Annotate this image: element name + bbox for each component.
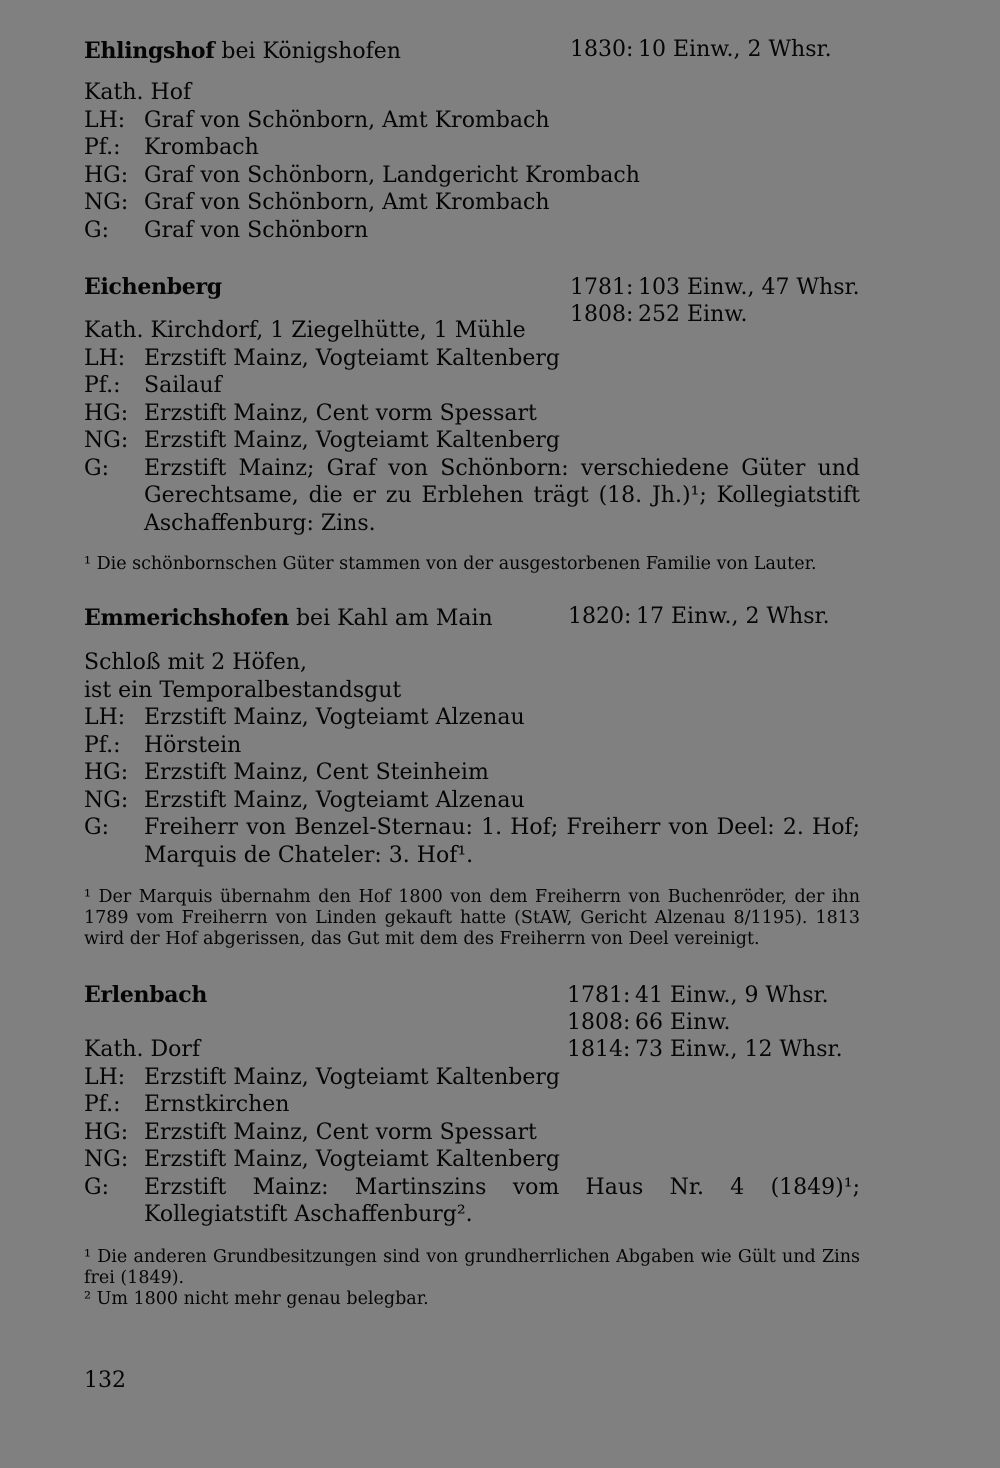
footnote: ¹ Die schönbornschen Güter stammen von der ausgestorbenen Familie von Lauter.	[84, 554, 817, 574]
population-row: 1781: 41 Einw., 9 Whsr.	[567, 983, 829, 1008]
place-type: Schloß mit 2 Höfen,	[84, 650, 308, 675]
place-name: Emmerichshofen	[84, 605, 289, 631]
place-name-suffix: bei Königshofen	[214, 39, 401, 64]
entry-heading	[84, 603, 860, 633]
population-row: 1830: 10 Einw., 2 Whsr.	[570, 37, 832, 62]
place-type: Kath. Dorf	[84, 1037, 201, 1062]
field-pf: Pf.: Hörstein	[84, 732, 242, 758]
field-g: G: Erzstift Mainz; Graf von Schönborn: verschiedene Güter und Gerechtsame, die er zu Erblehen trägt (18. Jh.)¹; Kollegiatstift Aschaffenburg: Zins.	[84, 455, 860, 536]
field-hg: HG: Erzstift Mainz, Cent Steinheim	[84, 760, 489, 785]
footnote: ² Um 1800 nicht mehr genau belegbar.	[84, 1288, 429, 1309]
field-lh: LH: Graf von Schönborn, Amt Krombach	[84, 107, 550, 133]
entry-heading	[84, 272, 860, 327]
field-ng: NG: Erzstift Mainz, Vogteiamt Alzenau	[84, 787, 525, 813]
entry-erlenbach	[84, 980, 860, 1310]
field-hg: HG: Erzstift Mainz, Cent vorm Spessart	[84, 400, 537, 426]
entry-lines	[84, 649, 860, 869]
field-ng: NG: Erzstift Mainz, Vogteiamt Kaltenberg	[84, 428, 560, 453]
field-pf: Pf.: Ernstkirchen	[84, 1092, 290, 1117]
population-row: 1814: 73 Einw., 12 Whsr.	[567, 1037, 843, 1062]
footnote: ¹ Die anderen Grundbesitzungen sind von grundherrlichen Abgaben wie Gült und Zins frei (1849).	[84, 1246, 860, 1288]
place-type-continued: ist ein Temporalbestandsgut	[84, 677, 402, 703]
entry-lines	[84, 345, 860, 538]
page	[84, 36, 860, 1310]
place-name: Erlenbach	[84, 982, 208, 1008]
field-lh: LH: Erzstift Mainz, Vogteiamt Alzenau	[84, 705, 525, 730]
field-lh: LH: Erzstift Mainz, Vogteiamt Kaltenberg	[84, 345, 560, 371]
footnote: ¹ Der Marquis übernahm den Hof 1800 von dem Freiherrn von Buchenröder, der ihn 1789 vom Freiherrn von Linden gekauft hatte (StAW, Gericht Alzenau 8/1195). 1813 wird der Hof abgerissen, das Gut mit dem des Freiherrn von Deel vereinigt.	[84, 887, 860, 949]
field-g: G: Graf von Schönborn	[84, 217, 369, 243]
population-row: 1808: 252 Einw.	[570, 302, 748, 327]
population-block	[567, 982, 843, 1063]
field-pf: Pf.: Sailauf	[84, 373, 222, 398]
field-g: G: Erzstift Mainz: Martinszins vom Haus Nr. 4 (1849)¹; Kollegiatstift Aschaffenburg².	[84, 1174, 860, 1227]
field-pf: Pf.: Krombach	[84, 135, 259, 160]
entry-emmerichshofen	[84, 603, 860, 950]
place-name: Ehlingshof	[84, 38, 215, 64]
population-block	[570, 36, 832, 63]
population-row: 1781: 103 Einw., 47 Whsr.	[570, 275, 860, 300]
entry-lines	[84, 1064, 860, 1229]
entry-eichenberg	[84, 272, 860, 575]
field-hg: HG: Erzstift Mainz, Cent vorm Spessart	[84, 1119, 537, 1145]
entry-lines	[84, 79, 860, 244]
entry-heading	[84, 36, 860, 66]
field-ng: NG: Graf von Schönborn, Amt Krombach	[84, 190, 550, 215]
place-type: Kath. Kirchdorf, 1 Ziegelhütte, 1 Mühle	[84, 318, 526, 343]
page-number: 132	[84, 1368, 126, 1393]
place-name: Eichenberg	[84, 274, 222, 300]
field-ng: NG: Erzstift Mainz, Vogteiamt Kaltenberg	[84, 1147, 560, 1172]
population-row: 1820: 17 Einw., 2 Whsr.	[568, 604, 830, 629]
entry-ehlingshof	[84, 36, 860, 244]
population-row: 1808: 66 Einw.	[567, 1010, 731, 1035]
population-block	[568, 603, 830, 630]
place-type: Kath. Hof	[84, 80, 192, 105]
place-name-suffix: bei Kahl am Main	[288, 606, 493, 631]
field-lh: LH: Erzstift Mainz, Vogteiamt Kaltenberg	[84, 1064, 560, 1090]
population-block	[570, 274, 860, 328]
field-hg: HG: Graf von Schönborn, Landgericht Krombach	[84, 162, 640, 188]
field-g: G: Freiherr von Benzel-Sternau: 1. Hof; Freiherr von Deel: 2. Hof; Marquis de Chateler: 3. Hof¹.	[84, 815, 860, 868]
